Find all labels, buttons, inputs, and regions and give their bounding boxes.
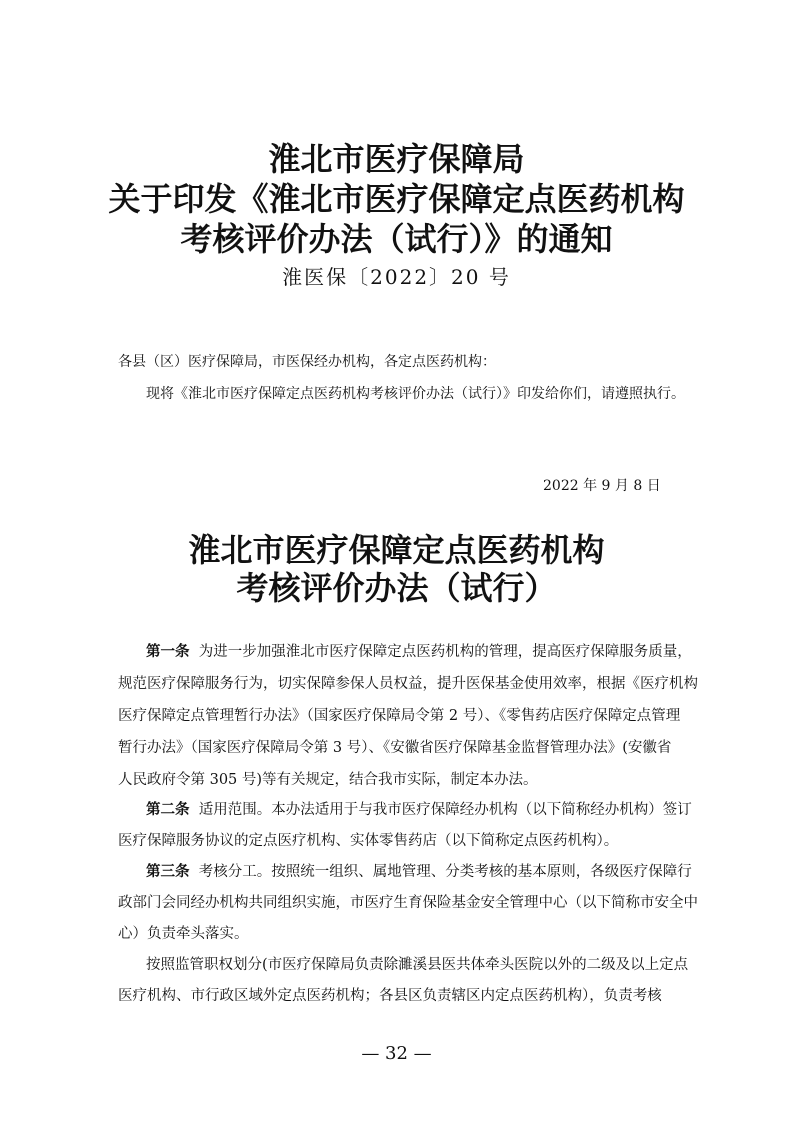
article-1-line-2: 规范医疗保障服务行为，切实保障参保人员权益，提升医保基金使用效率，根据《医疗机构 — [118, 676, 698, 692]
article-3-label: 第三条 — [146, 863, 190, 880]
page-number: — 32 — — [361, 1043, 432, 1064]
article-2-line-2: 医疗保障服务协议的定点医疗机构、实体零售药店（以下简称定点医药机构）。 — [118, 833, 619, 849]
article-1-line-3: 医疗保障定点管理暂行办法》（国家医疗保障局令第 2 号）、《零售药店医疗保障定点管理 — [118, 708, 681, 724]
notice-title-line-2: 关于印发《淮北市医疗保障定点医药机构 — [108, 180, 685, 218]
article-2-label: 第二条 — [146, 801, 190, 818]
notice-body: 现将《淮北市医疗保障定点医药机构考核评价办法（试行）》印发给你们，请遵照执行。 — [146, 386, 685, 402]
measures-title-line-2: 考核评价办法（试行） — [236, 569, 557, 607]
article-3-line-2: 政部门会同经办机构共同组织实施，市医疗生育保险基金安全管理中心（以下简称市安全中 — [118, 895, 698, 911]
article-1-line-5: 人民政府令第 305 号)等有关规定，结合我市实际，制定本办法。 — [118, 772, 538, 788]
article-3-line-3: 心）负责牵头落实。 — [118, 926, 249, 942]
notice-title-line-1: 淮北市医疗保障局 — [268, 140, 525, 178]
document-number: 淮医保〔2022〕20 号 — [282, 265, 511, 289]
article-3-line-1: 考核分工。按照统一组织、属地管理、分类考核的基本原则，各级医疗保障行 — [198, 864, 692, 880]
continuation-line-2: 医疗机构、市行政区域外定点医药机构；各县区负责辖区内定点医药机构），负责考核 — [118, 988, 662, 1004]
continuation-line-1: 按照监管职权划分(市医疗保障局负责除濉溪县医共体牵头医院以外的二级及以上定点 — [146, 957, 689, 973]
article-1-first-line — [146, 642, 692, 662]
article-1-line-4: 暂行办法》（国家医疗保障局令第 3 号）、《安徽省医疗保障基金监督管理办法》(安徽省 — [118, 740, 672, 756]
measures-title-line-1: 淮北市医疗保障定点医药机构 — [188, 531, 605, 569]
article-2-first-line — [146, 800, 692, 820]
notice-date: 2022 年 9 月 8 日 — [543, 478, 661, 494]
article-3-first-line — [146, 862, 692, 882]
article-1-line-1: 为进一步加强淮北市医疗保障定点医药机构的管理，提高医疗保障服务质量， — [198, 644, 692, 660]
article-1-label: 第一条 — [146, 643, 190, 660]
article-2-line-1: 适用范围。本办法适用于与我市医疗保障经办机构（以下简称经办机构）签订 — [198, 802, 692, 818]
salutation: 各县（区）医疗保障局，市医保经办机构，各定点医药机构： — [118, 354, 496, 370]
notice-title-line-3: 考核评价办法（试行）》的通知 — [180, 220, 613, 258]
